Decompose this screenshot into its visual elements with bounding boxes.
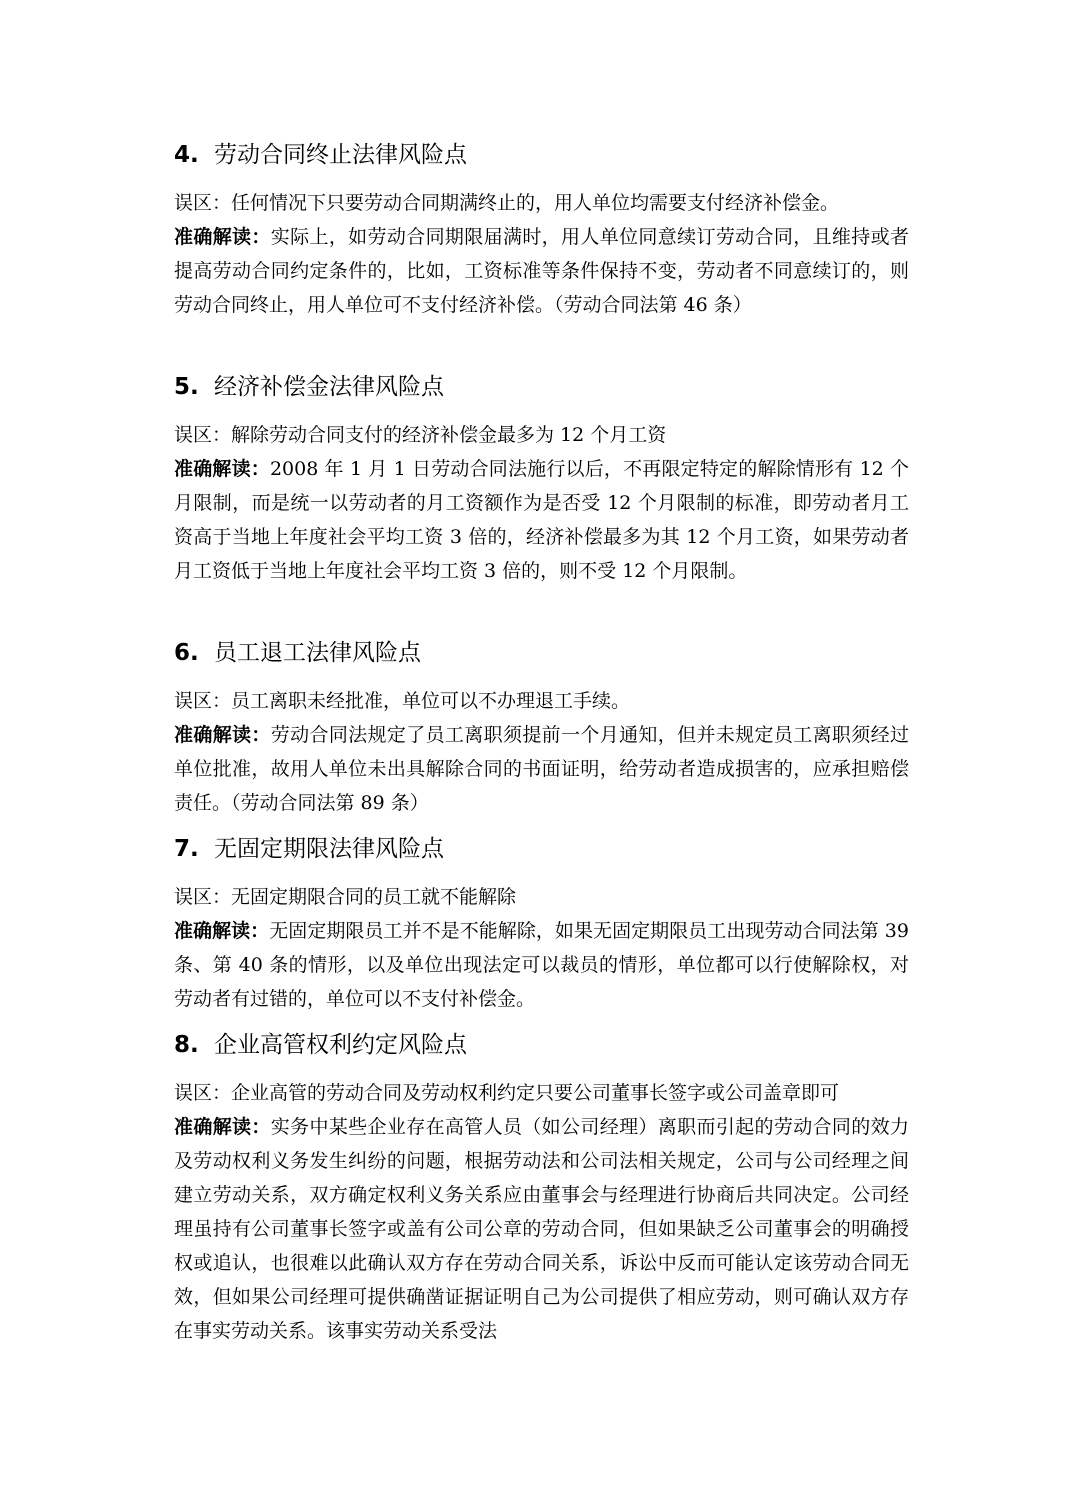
explain-paragraph <box>174 452 909 588</box>
explain-paragraph <box>174 914 909 1016</box>
explain-text: 实务中某些企业存在高管人员（如公司经理）离职而引起的劳动合同的效力及劳动权利义务发生纠纷的问题，根据劳动法和公司法相关规定，公司与公司经理之间建立劳动关系，双方确定权利义务关系应由董事会与经理进行协商后共同决定。公司经理虽持有公司董事长签字或盖有公司公章的劳动合同，但如果缺乏公司董事会的明确授权或追认，也很难以此确认双方存在劳动合同关系，诉讼中反而可能认定该劳动合同无效，但如果公司经理可提供确凿证据证明自己为公司提供了相应劳动，则可确认双方存在事实劳动关系。该事实劳动关系受法 <box>174 1116 909 1342</box>
section-heading <box>174 1030 909 1060</box>
explain-text: 2008 年 1 月 1 日劳动合同法施行以后，不再限定特定的解除情形有 12 个月限制，而是统一以劳动者的月工资额作为是否受 12 个月限制的标准，即劳动者月工资高于当地上年度社会平均工资 3 倍的，经济补偿最多为其 12 个月工资，如果劳动者月工资低于当地上年度社会平均工资 3 倍的，则不受 12 个月限制。 <box>174 458 909 582</box>
section-4 <box>174 140 909 322</box>
section-heading <box>174 834 909 864</box>
section-heading <box>174 638 909 668</box>
explain-paragraph <box>174 1110 909 1348</box>
explain-label: 准确解读： <box>174 1116 271 1138</box>
myth-label: 误区： <box>174 690 232 712</box>
explain-paragraph <box>174 718 909 820</box>
myth-paragraph <box>174 1076 909 1110</box>
section-number: 5. <box>174 374 199 400</box>
section-number: 4. <box>174 142 199 168</box>
explain-label: 准确解读： <box>174 458 270 480</box>
section-8 <box>174 1030 909 1348</box>
explain-label: 准确解读： <box>174 226 271 248</box>
explain-label: 准确解读： <box>174 920 270 942</box>
myth-text: 无固定期限合同的员工就不能解除 <box>231 886 517 908</box>
myth-label: 误区： <box>174 886 232 908</box>
section-heading <box>174 140 909 170</box>
section-6 <box>174 638 909 820</box>
section-7 <box>174 834 909 1016</box>
explain-label: 准确解读： <box>174 724 271 746</box>
section-title: 员工退工法律风险点 <box>214 640 421 666</box>
myth-paragraph <box>174 418 909 452</box>
myth-label: 误区： <box>174 192 232 214</box>
explain-text: 无固定期限员工并不是不能解除，如果无固定期限员工出现劳动合同法第 39 条、第 40 条的情形，以及单位出现法定可以裁员的情形，单位都可以行使解除权，对劳动者有过错的，单位可以不支付补偿金。 <box>174 920 909 1010</box>
section-title: 企业高管权利约定风险点 <box>214 1032 467 1058</box>
myth-text: 员工离职未经批准，单位可以不办理退工手续。 <box>231 690 631 712</box>
section-title: 无固定期限法律风险点 <box>214 836 444 862</box>
section-heading <box>174 372 909 402</box>
section-number: 7. <box>174 836 199 862</box>
myth-text: 解除劳动合同支付的经济补偿金最多为 12 个月工资 <box>231 424 667 446</box>
myth-paragraph <box>174 684 909 718</box>
section-number: 6. <box>174 640 199 666</box>
myth-text: 任何情况下只要劳动合同期满终止的，用人单位均需要支付经济补偿金。 <box>231 192 840 214</box>
myth-paragraph <box>174 880 909 914</box>
myth-label: 误区： <box>174 1082 232 1104</box>
explain-text: 劳动合同法规定了员工离职须提前一个月通知，但并未规定员工离职须经过单位批准，故用人单位未出具解除合同的书面证明，给劳动者造成损害的，应承担赔偿责任。（劳动合同法第 89 条） <box>174 724 909 814</box>
myth-paragraph <box>174 186 909 220</box>
myth-text: 企业高管的劳动合同及劳动权利约定只要公司董事长签字或公司盖章即可 <box>231 1082 840 1104</box>
explain-text: 实际上，如劳动合同期限届满时，用人单位同意续订劳动合同，且维持或者提高劳动合同约定条件的，比如，工资标准等条件保持不变，劳动者不同意续订的，则劳动合同终止，用人单位可不支付经济补偿。（劳动合同法第 46 条） <box>174 226 909 316</box>
explain-paragraph <box>174 220 909 322</box>
section-number: 8. <box>174 1032 199 1058</box>
myth-label: 误区： <box>174 424 232 446</box>
section-title: 劳动合同终止法律风险点 <box>214 142 467 168</box>
section-title: 经济补偿金法律风险点 <box>214 374 444 400</box>
section-5 <box>174 372 909 588</box>
